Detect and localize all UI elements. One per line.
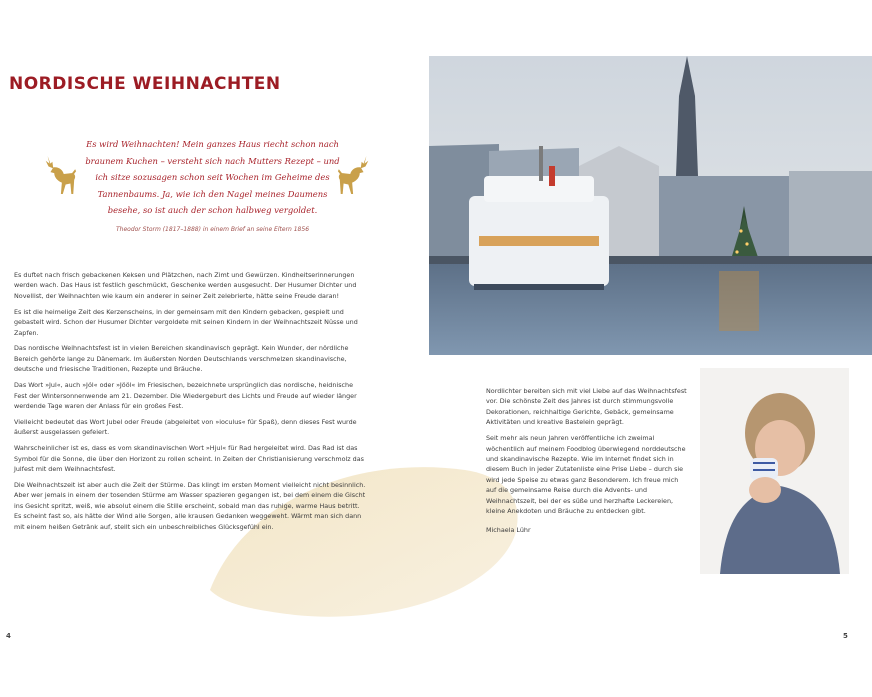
paragraph: Das nordische Weihnachtsfest ist in vielen Bereichen skandinavisch geprägt. Kein Wunder, der nördliche Bereich gehörte lange zu Dänemark. Im äußersten Norden Deutschlands verschmelzen skandinavische, deutsche und friesische Traditionen, Rezepte und Bräuche. bbox=[14, 344, 349, 374]
paragraph: Nordlichter bereiten sich mit viel Liebe auf das Weihnachtsfest vor. Die schönste Zeit des Jahres ist durch stimmungsvolle Dekorationen, reichhaltige Gerichte, Gebäck, gemeinsame Aktivitäten und kreative Bastelein geprägt. bbox=[486, 387, 687, 427]
body-text-right bbox=[486, 386, 688, 541]
quote-source: Theodor Storm (1817–1888) in einem Brief an seine Eltern 1856 bbox=[115, 225, 310, 233]
paragraph: Es ist die heimelige Zeit des Kerzenscheins, in der gemeinsam mit den Kindern gebacken, gespielt und gebastelt wird. Schon der Husumer Dichter vergoldete mit seinen Kindern in der Weihnachtszeit Nüsse und Zapfen. bbox=[14, 307, 358, 337]
paragraph: Vielleicht bedeutet das Wort Jubel oder Freude (abgeleitet von »ioculus« für Spaß), denn dieses Fest wurde äußerst ausgelassen gefeiert. bbox=[14, 417, 357, 437]
paragraph: Die Weihnachtszeit ist aber auch die Zeit der Stürme. Das klingt im ersten Moment vielleicht nicht besinnlich. Aber wer jemals in einem der tosenden Stürme am Wasser spazieren gegangen ist, bei dem einem die Gischt ins Gesicht spritzt, weiß, wie absolut einem die Stille erscheint, sobald man das ruhige, warme Haus betritt. Es scheint fast so, als hätte der Wind alle Sorgen, alle krausen Gedanken weggeweht. Wärmt man sich dann mit einem heißen Getränk auf, stellt sich ein unbeschreibliches Glücksgefühl ein. bbox=[14, 480, 366, 531]
body-text-left bbox=[14, 270, 366, 537]
quote-block bbox=[80, 136, 345, 233]
paragraph: Wahrscheinlicher ist es, dass es vom skandinavischen Wort »Hjul« für Rad hergeleitet wird. Das Rad ist das Symbol für die Sonne, die über den Horizont zu rollen scheint. In Zeiten der Christianisierung verschmolz das Julfest mit dem Weihnachtsfest. bbox=[14, 444, 364, 473]
author-portrait-photo bbox=[700, 368, 849, 574]
paragraph: Es duftet nach frisch gebackenen Keksen und Plätzchen, nach Zimt und Gewürzen. Kindheitserinnerungen werden wach. Das Haus ist festlich geschmückt, Geschenke werden ausgesucht. Der Husumer Dichter und Novellist, der Weihnachten wie kaum ein anderer in seiner Zeit zelebrierte, hätte seine Freude daran! bbox=[14, 271, 357, 300]
page-number: 4 bbox=[6, 632, 11, 640]
harbor-photo bbox=[429, 56, 872, 355]
author-signature: Michaela Lühr bbox=[486, 526, 531, 535]
reindeer-icon bbox=[40, 152, 78, 198]
quote-text: Es wird Weihnachten! Mein ganzes Haus riecht schon nach braunem Kuchen – versteht sich nach Mutters Rezept – und ich sitze sozusagen schon seit Wochen im Geheime des Tannenbaums. Ja, wie ich den Nagel meines Daumens besehe, so ist auch der schon halbweg vergoldet. bbox=[85, 139, 340, 215]
page-number: 5 bbox=[843, 632, 848, 640]
paragraph: Das Wort »Jul«, auch »Jól« oder »Jööl« im Friesischen, bezeichnete ursprünglich das nordische, heidnische Fest der Wintersonnenwende am 21. Dezember. Die Wiedergeburt des Lichts und Freude auf wieder länger werdende Tage waren der Anlass für ein großes Fest. bbox=[14, 381, 357, 410]
paragraph: Seit mehr als neun Jahren veröffentliche ich zweimal wöchentlich auf meinem Foodblog überwiegend norddeutsche und skandinavische Rezepte. Wie im Internet findet sich in diesem Buch in jeder Zutatenliste eine Prise Liebe – durch sie wird jede Speise zu etwas ganz Besonderem. Ich freue mich auf die gemeinsame Reise durch die Advents- und Weihnachtszeit, bei der es süße und herzhafte Leckereien, kleine Anekdoten und Bräuche zu entdecken gibt. bbox=[486, 434, 686, 515]
reindeer-icon bbox=[336, 152, 374, 198]
page-title: NORDISCHE WEIHNACHTEN bbox=[9, 74, 281, 94]
